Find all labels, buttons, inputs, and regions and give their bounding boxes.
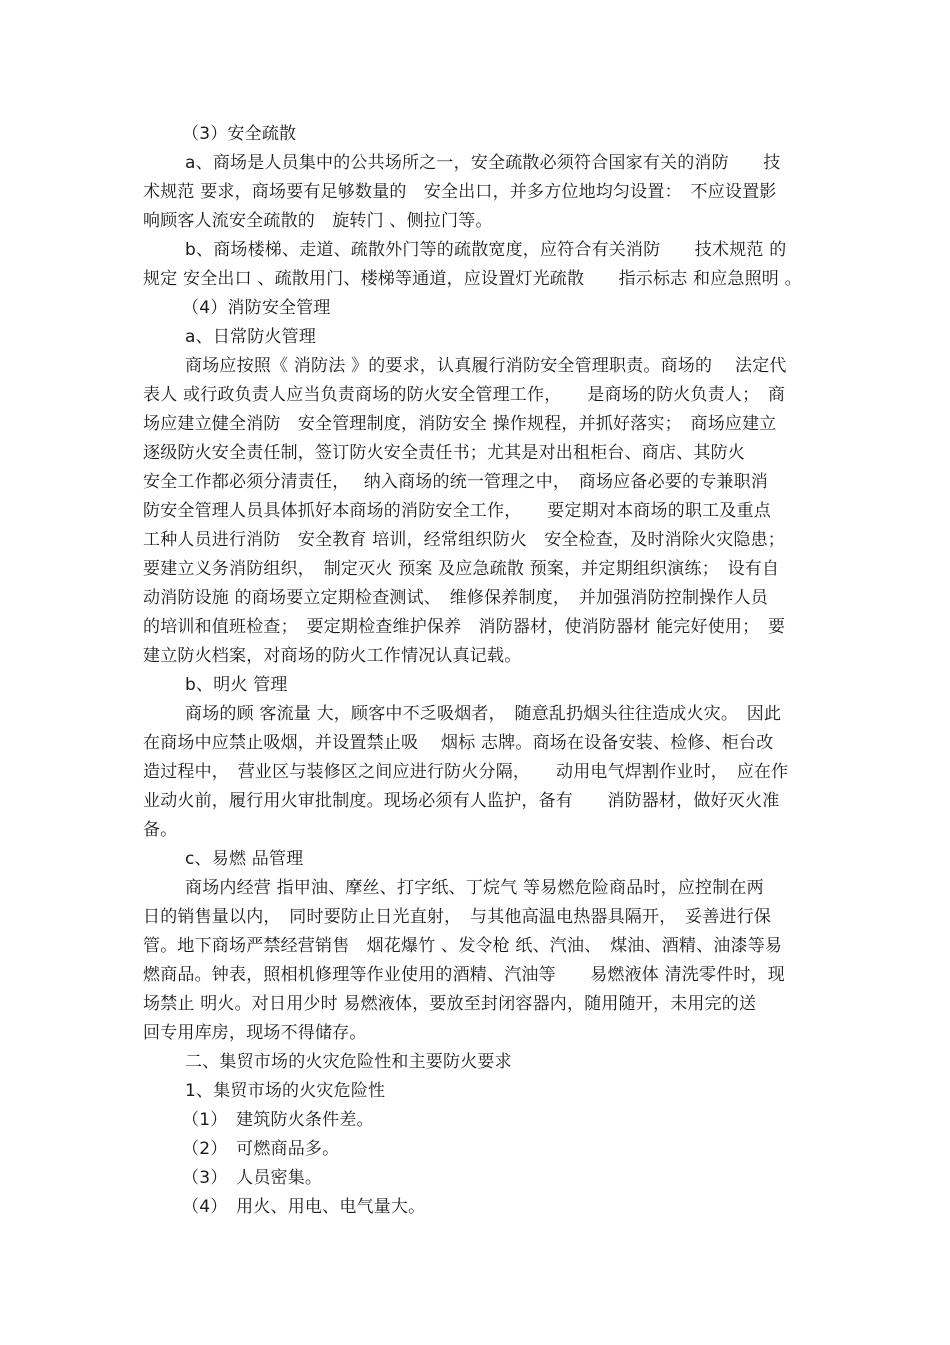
heading-market-fire-risk: 1、集贸市场的火灾危险性 xyxy=(185,1081,386,1101)
heading-market-fire-hazards: 二、集贸市场的火灾危险性和主要防火要求 xyxy=(185,1052,512,1072)
heading-fire-safety-management: （4）消防安全管理 xyxy=(182,298,331,318)
list-item: （3） 人员密集。 xyxy=(182,1168,323,1188)
paragraph-line: 要建立义务消防组织， 制定灭火 预案 及应急疏散 预案，并定期组织演练； 设有自 xyxy=(143,559,780,579)
paragraph-line: 业动火前，履行用火审批制度。现场必须有人监护，备有 消防器材，做好灭火准 xyxy=(143,791,780,811)
paragraph-line: 燃商品。钟表，照相机修理等作业使用的酒精、汽油等 易燃液体 清洗零件时，现 xyxy=(143,965,786,985)
paragraph-line: 防安全管理人员具体抓好本商场的消防安全工作， 要定期对本商场的职工及重点 xyxy=(143,501,771,521)
paragraph-line: b、商场楼梯、走道、疏散外门等的疏散宽度，应符合有关消防 技术规范 的 xyxy=(185,240,787,260)
paragraph-line: 在商场中应禁止吸烟，并设置禁止吸 烟标 志牌。商场在设备安装、检修、柜台改 xyxy=(143,733,774,753)
paragraph-line: a、商场是人员集中的公共场所之一，安全疏散必须符合国家有关的消防 技 xyxy=(185,153,781,173)
paragraph-line: 场禁止 明火。对日用少时 易燃液体，要放至封闭容器内，随用随开，未用完的送 xyxy=(143,994,757,1014)
paragraph-line: 回专用库房，现场不得储存。 xyxy=(143,1023,367,1043)
list-item: （1） 建筑防火条件差。 xyxy=(182,1110,374,1130)
paragraph-line: 的培训和值班检查； 要定期检查维护保养 消防器材，使消防器材 能完好使用； 要 xyxy=(143,617,786,637)
paragraph-line: 商场应按照《 消防法 》的要求，认真履行消防安全管理职责。商场的 法定代 xyxy=(185,356,787,376)
paragraph-line: 备。 xyxy=(143,820,178,840)
paragraph-line: 造过程中， 营业区与装修区之间应进行防火分隔， 动用电气焊割作业时， 应在作 xyxy=(143,762,789,782)
paragraph-line: 商场的顾 客流量 大，顾客中不乏吸烟者， 随意乱扔烟头往往造成火灾。 因此 xyxy=(185,704,782,724)
paragraph-line: 安全工作都必须分清责任， 纳入商场的统一管理之中， 商场应备必要的专兼职消 xyxy=(143,472,769,492)
paragraph-line: 逐级防火安全责任制，签订防火安全责任书；尤其是对出租柜台、商店、其防火 xyxy=(143,443,745,463)
list-item: （2） 可燃商品多。 xyxy=(182,1139,340,1159)
heading-flammables-management: c、易燃 品管理 xyxy=(185,849,304,869)
paragraph-line: 动消防设施 的商场要立定期检查测试、 维修保养制度， 并加强消防控制操作人员 xyxy=(143,588,769,608)
heading-daily-fire-management: a、日常防火管理 xyxy=(185,327,317,347)
paragraph-line: 术规范 要求，商场要有足够数量的 安全出口，并多方位地均匀设置： 不应设置影 xyxy=(143,182,777,202)
paragraph-line: 商场内经营 指甲油、摩丝、打字纸、丁烷气 等易燃危险商品时，应控制在两 xyxy=(185,878,764,898)
paragraph-line: 工种人员进行消防 安全教育 培训，经常组织防火 安全检查，及时消除火灾隐患； xyxy=(143,530,786,550)
paragraph-line: 日的销售量以内， 同时要防止日光直射， 与其他高温电热器具隔开， 妥善进行保 xyxy=(143,907,772,927)
paragraph-line: 表人 或行政负责人应当负责商场的防火安全管理工作， 是商场的防火负责人； 商 xyxy=(143,385,786,405)
heading-open-flame-management: b、明火 管理 xyxy=(185,675,288,695)
heading-safety-evacuation: （3）安全疏散 xyxy=(182,124,297,144)
paragraph-line: 建立防火档案，对商场的防火工作情况认真记载。 xyxy=(143,646,522,666)
paragraph-line: 响顾客人流安全疏散的 旋转门 、侧拉门等。 xyxy=(143,211,493,231)
paragraph-line: 场应建立健全消防 安全管理制度，消防安全 操作规程，并抓好落实； 商场应建立 xyxy=(143,414,777,434)
list-item: （4） 用火、用电、电气量大。 xyxy=(182,1197,426,1217)
paragraph-line: 管。地下商场严禁经营销售 烟花爆竹 、发令枪 纸、汽油、 煤油、酒精、油漆等易 xyxy=(143,936,783,956)
paragraph-line: 规定 安全出口 、疏散用门、楼梯等通道，应设置灯光疏散 指示标志 和应急照明 。 xyxy=(143,269,802,289)
